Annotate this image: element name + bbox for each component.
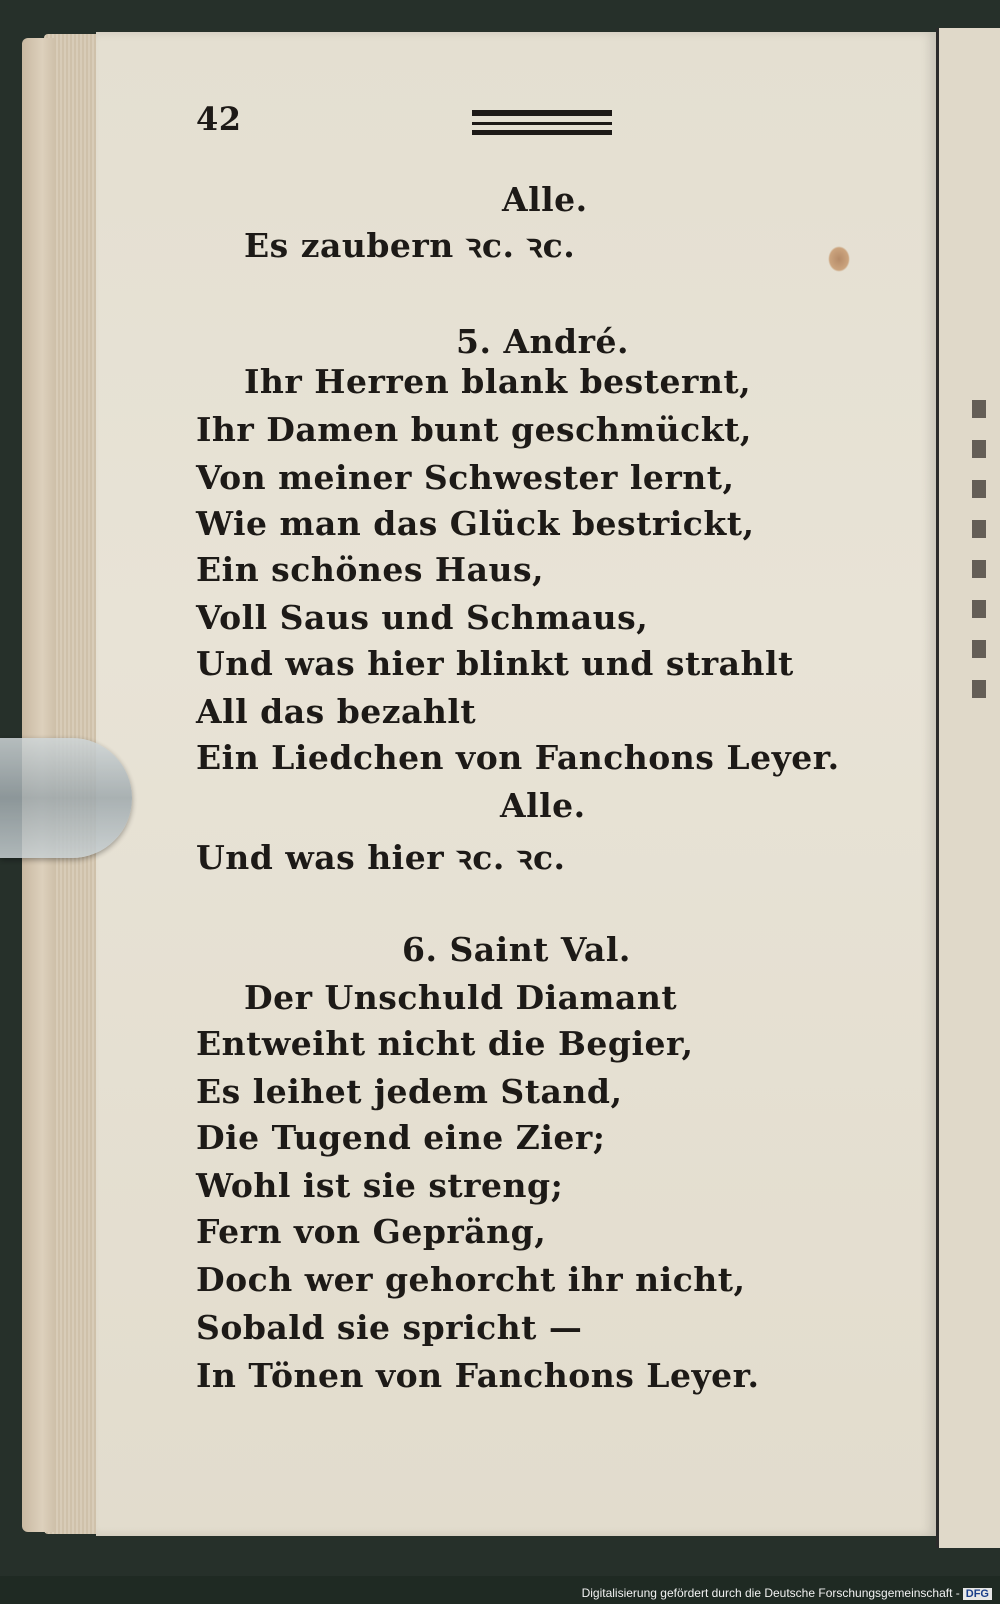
section-heading-andre: 5. André.: [456, 322, 629, 361]
verse-line: Ihr Damen bunt geschmückt,: [196, 410, 752, 449]
header-rule: [472, 110, 612, 116]
section-heading-saint-val: 6. Saint Val.: [402, 930, 631, 969]
page-holder-clip: [0, 738, 132, 858]
section-heading-alle: Alle.: [502, 180, 588, 219]
verse-line: Ein Liedchen von Fanchons Leyer.: [196, 738, 840, 777]
verse-line: Ihr Herren blank besternt,: [244, 362, 752, 401]
verse-line: All das bezahlt: [196, 692, 477, 731]
verse-line: Es leihet jedem Stand,: [196, 1072, 623, 1111]
section-heading-alle: Alle.: [500, 786, 586, 825]
digitization-credit: [582, 1586, 992, 1600]
page-number: 42: [196, 100, 242, 138]
verse-line: Fern von Gepräng,: [196, 1212, 547, 1251]
verse-line: Die Tugend eine Zier;: [196, 1118, 606, 1157]
adjacent-page-text-bleed: [972, 400, 986, 720]
header-rule: [472, 122, 612, 125]
verse-line: Der Unschuld Diamant: [244, 978, 678, 1017]
dfg-logo: DFG: [963, 1588, 992, 1600]
adjacent-page: [936, 28, 1000, 1548]
verse-line: Wie man das Glück bestrickt,: [196, 504, 755, 543]
verse-line: Von meiner Schwester lernt,: [196, 458, 735, 497]
verse-line: Und was hier ꝛc. ꝛc.: [196, 838, 566, 877]
verse-line: Entweiht nicht die Begier,: [196, 1024, 694, 1063]
paper-stain: [828, 246, 850, 272]
header-rule: [472, 130, 612, 135]
verse-line: Wohl ist sie streng;: [196, 1166, 564, 1205]
verse-line: Ein schönes Haus,: [196, 550, 545, 589]
verse-line: In Tönen von Fanchons Leyer.: [196, 1356, 760, 1395]
verse-line: Es zaubern ꝛc. ꝛc.: [244, 226, 576, 265]
verse-line: Sobald sie spricht —: [196, 1308, 583, 1347]
credit-text: Digitalisierung gefördert durch die Deutsche Forschungsgemeinschaft -: [581, 1586, 960, 1600]
verse-line: Doch wer gehorcht ihr nicht,: [196, 1260, 746, 1299]
verse-line: Voll Saus und Schmaus,: [196, 598, 649, 637]
verse-line: Und was hier blinkt und strahlt: [196, 644, 794, 683]
